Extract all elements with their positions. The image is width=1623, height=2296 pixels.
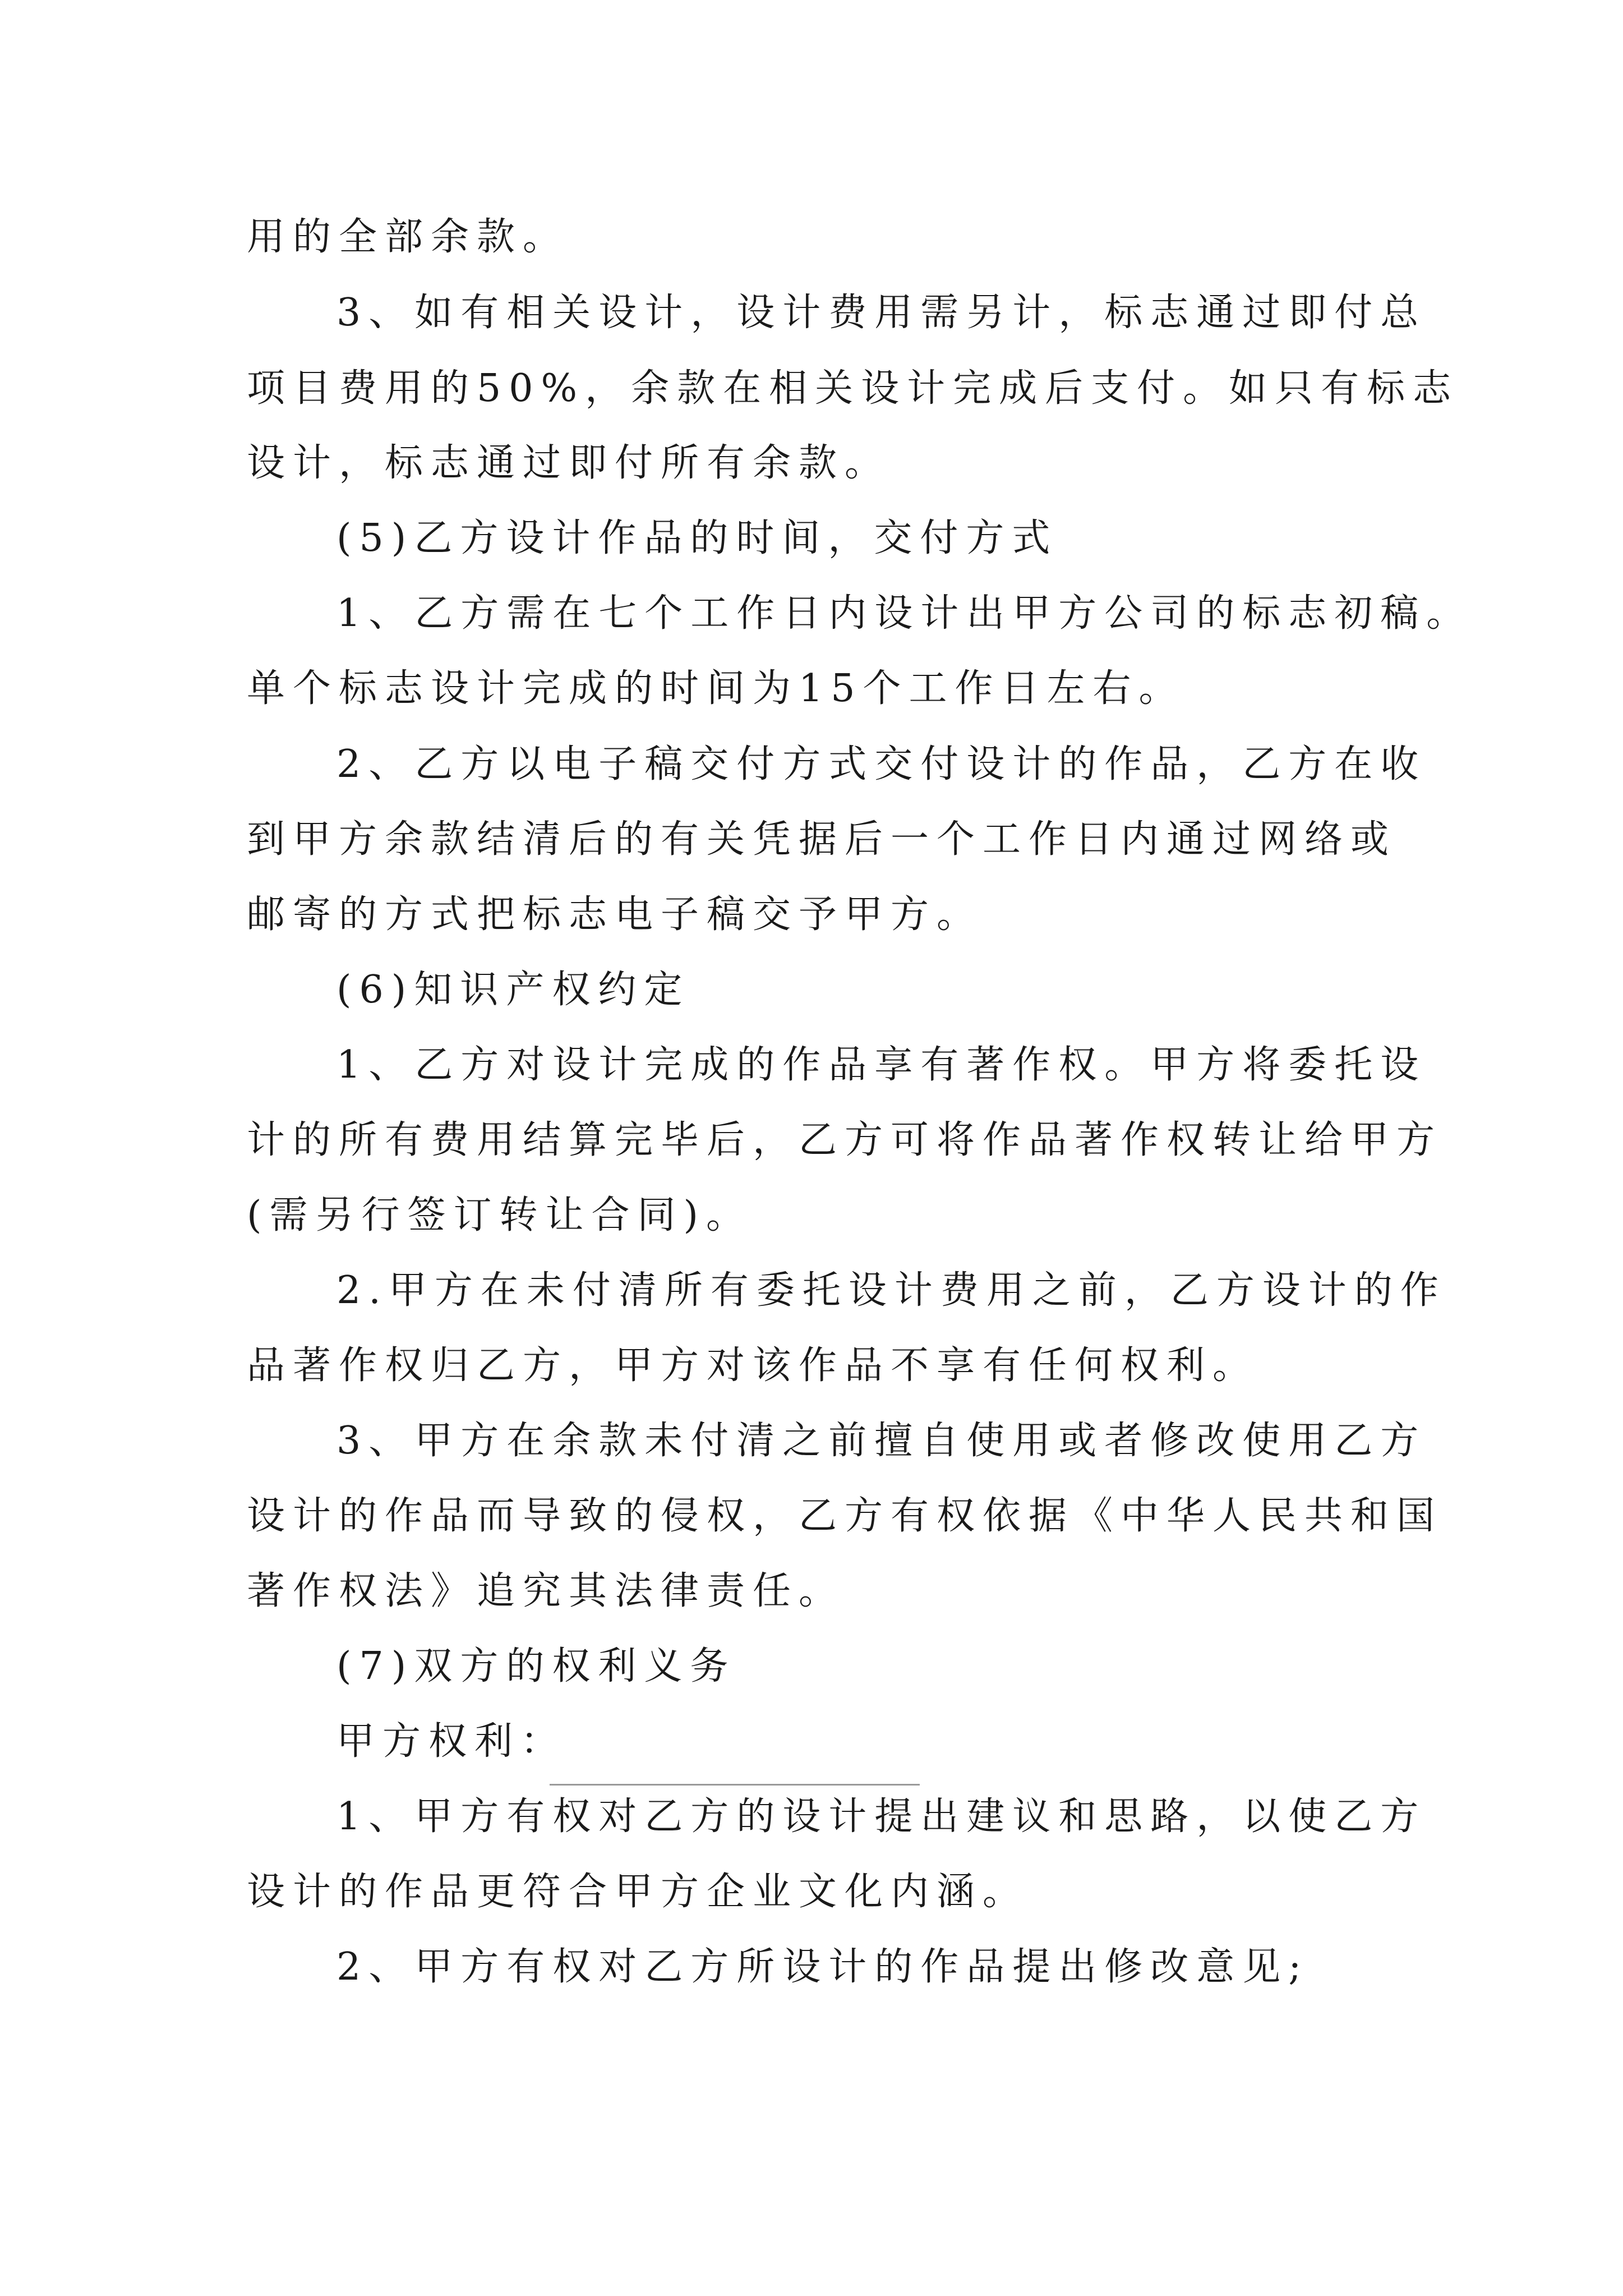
text-line-17: 3、甲方在余款未付清之前擅自使用或者修改使用乙方 xyxy=(336,1419,1427,1463)
text-line-23: 设计的作品更符合甲方企业文化内涵。 xyxy=(247,1870,1029,1914)
text-line-12: 1、乙方对设计完成的作品享有著作权。甲方将委托设 xyxy=(336,1043,1427,1087)
section-heading-6: (6)知识产权约定 xyxy=(336,968,690,1012)
text-line-6: 1、乙方需在七个工作日内设计出甲方公司的标志初稿。 xyxy=(336,591,1473,636)
text-line-4: 设计，标志通过即付所有余款。 xyxy=(247,441,891,485)
text-line-19: 著作权法》追究其法律责任。 xyxy=(247,1569,845,1613)
party-a-rights-label: 甲方权利： xyxy=(336,1719,567,1764)
text-line-14: (需另行签订转让合同)。 xyxy=(247,1193,753,1237)
text-line-13: 计的所有费用结算完毕后，乙方可将作品著作权转让给甲方 xyxy=(247,1118,1443,1162)
text-line-1: 用的全部余款。 xyxy=(247,215,569,259)
text-line-16: 品著作权归乙方，甲方对该作品不享有任何权利。 xyxy=(247,1343,1259,1388)
text-line-24: 2、甲方有权对乙方所设计的作品提出修改意见; xyxy=(336,1945,1310,1989)
text-line-22: 1、甲方有权对乙方的设计提出建议和思路，以使乙方 xyxy=(336,1795,1427,1839)
text-line-9: 到甲方余款结清后的有关凭据后一个工作日内通过网络或 xyxy=(247,817,1397,862)
fill-in-blank-line xyxy=(550,1784,920,1786)
text-line-3: 项目费用的50%，余款在相关设计完成后支付。如只有标志 xyxy=(247,366,1459,411)
text-line-15: 2.甲方在未付清所有委托设计费用之前，乙方设计的作 xyxy=(336,1268,1446,1313)
text-line-7: 单个标志设计完成的时间为15个工作日左右。 xyxy=(247,666,1185,711)
section-heading-7: (7)双方的权利义务 xyxy=(336,1644,736,1688)
text-line-18: 设计的作品而导致的侵权，乙方有权依据《中华人民共和国 xyxy=(247,1494,1443,1538)
text-line-10: 邮寄的方式把标志电子稿交予甲方。 xyxy=(247,892,983,937)
text-line-2: 3、如有相关设计，设计费用需另计，标志通过即付总 xyxy=(336,291,1427,335)
section-heading-5: (5)乙方设计作品的时间，交付方式 xyxy=(336,516,1058,560)
text-line-8: 2、乙方以电子稿交付方式交付设计的作品，乙方在收 xyxy=(336,742,1427,786)
